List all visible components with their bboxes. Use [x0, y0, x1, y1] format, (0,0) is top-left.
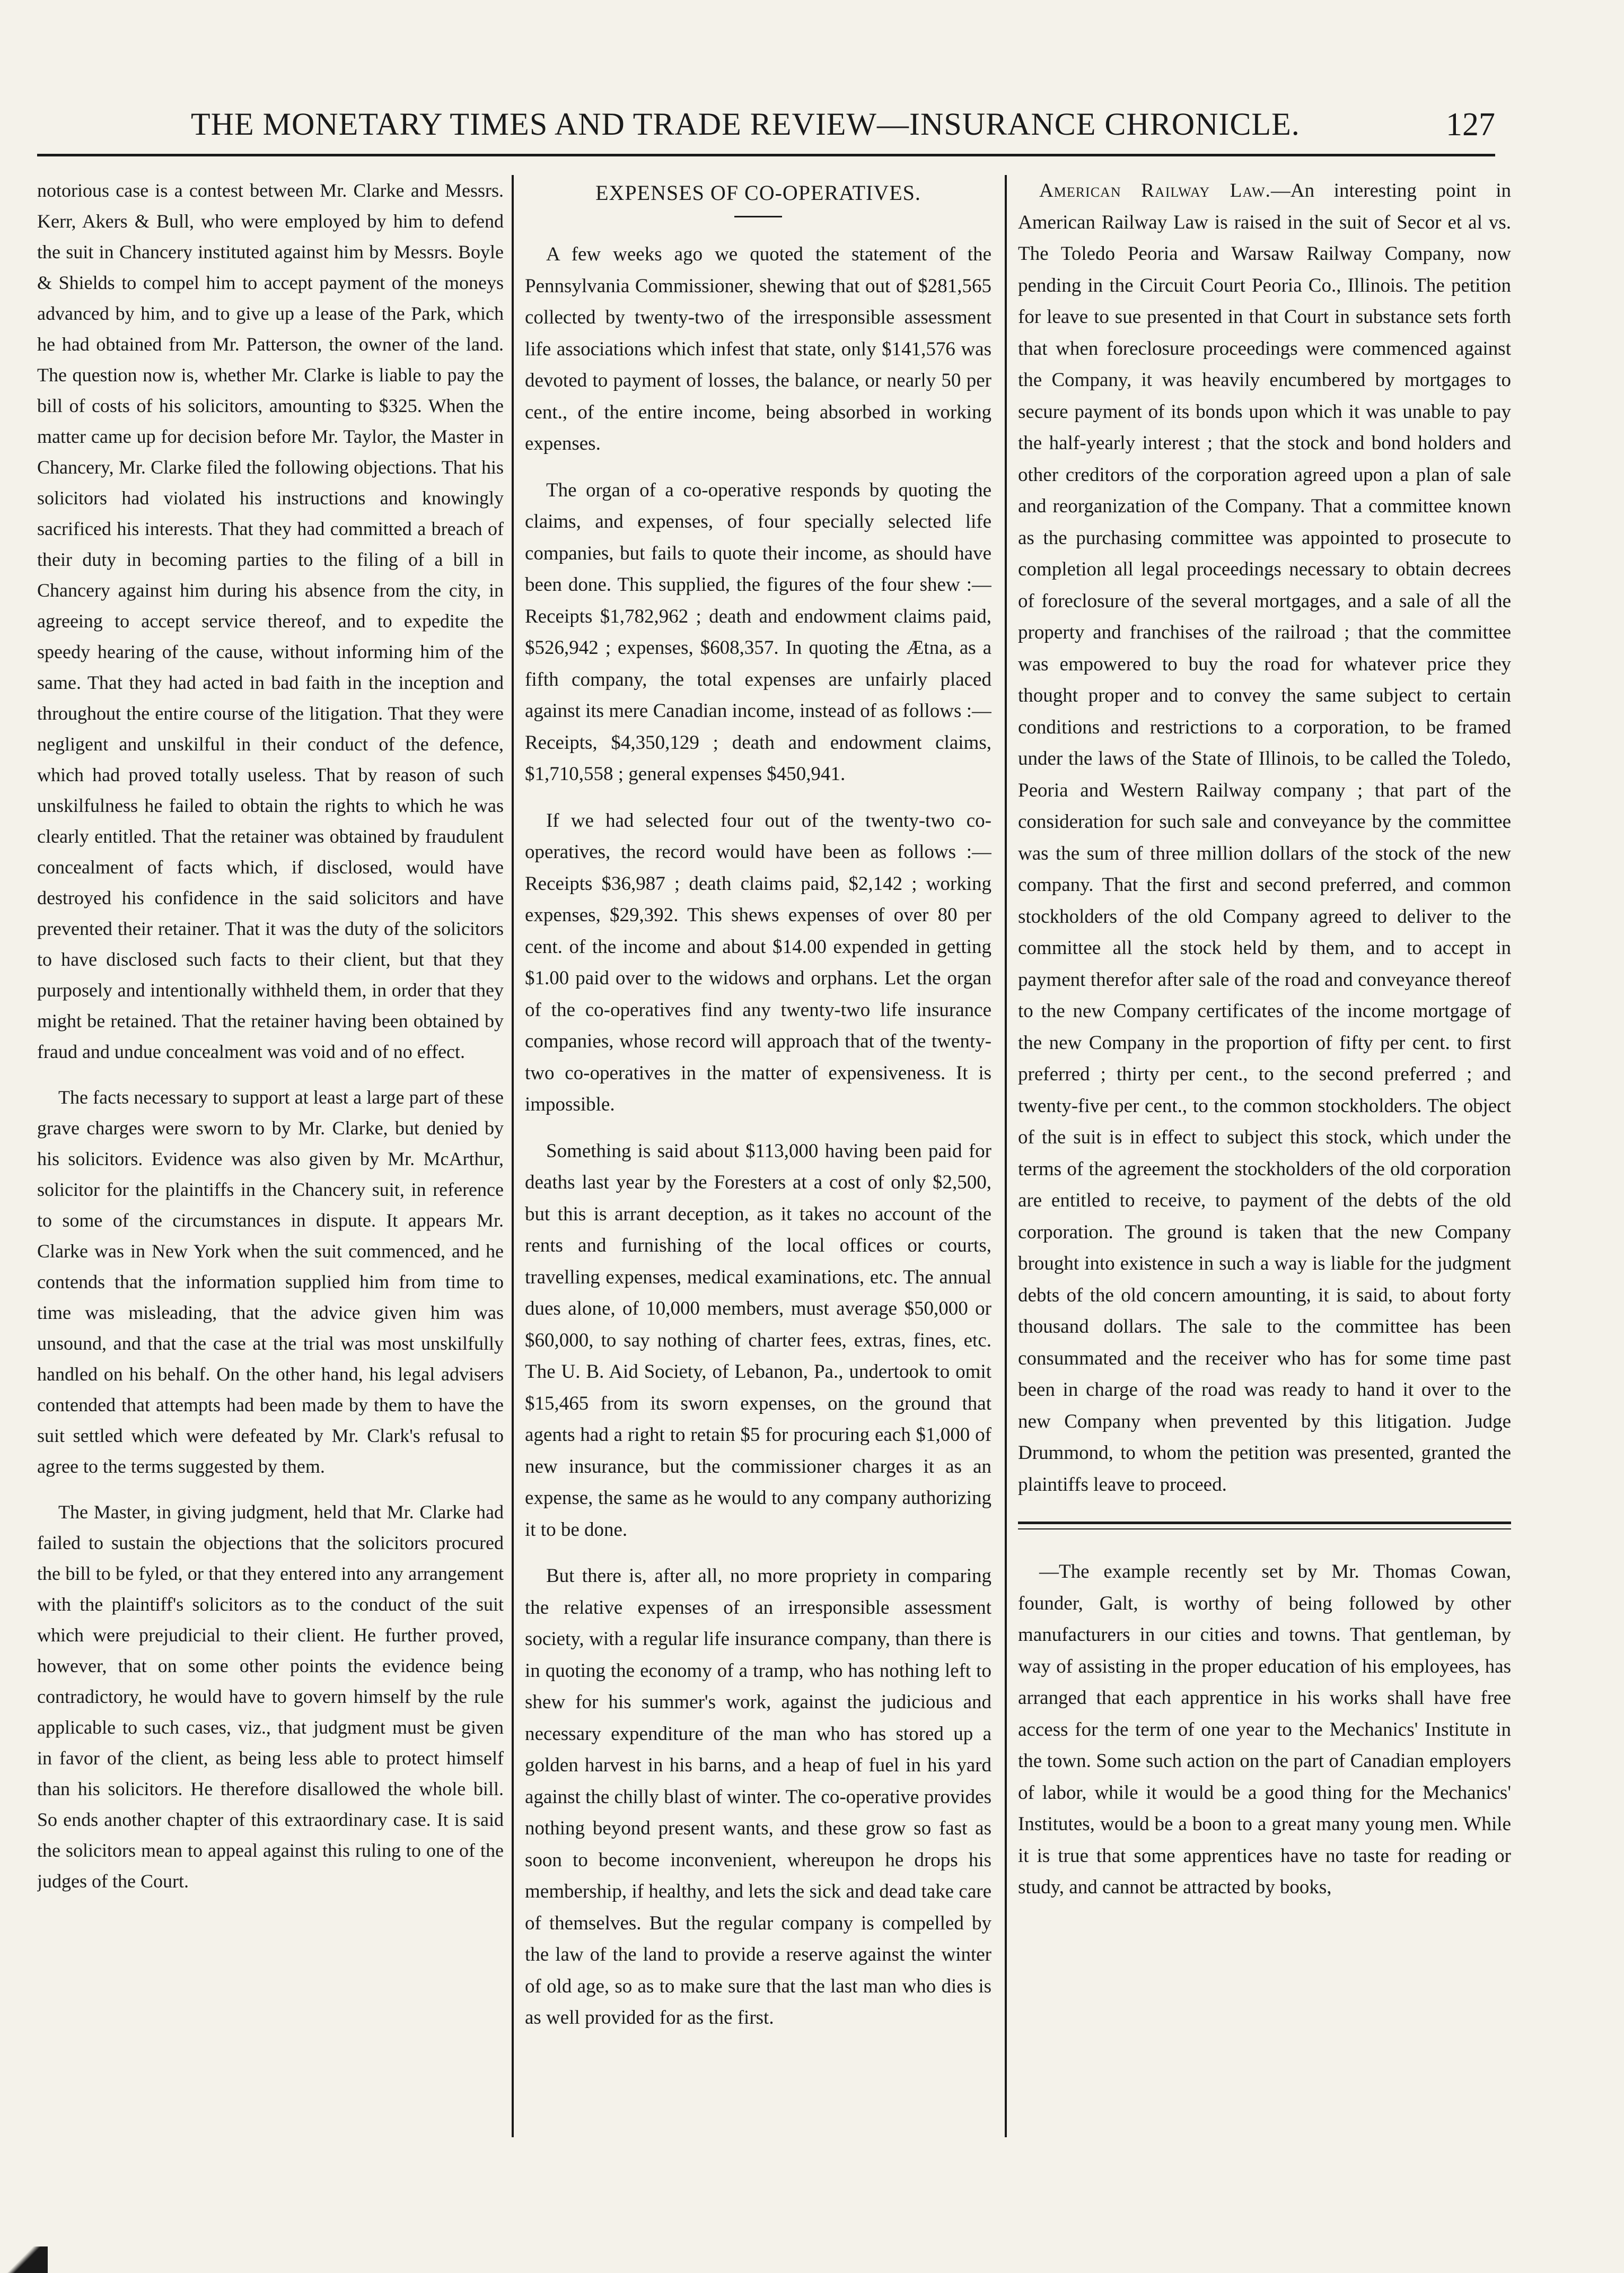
page-number: 127	[1446, 107, 1495, 143]
section-divider-thin	[1018, 1528, 1511, 1529]
page-header	[42, 106, 1495, 159]
article-paragraph	[1018, 175, 1511, 1500]
article-paragraph: The facts necessary to support at least a large part of these grave charges were sworn to by Mr. Clarke, but denied by his solicitors. Evidence was also given by Mr. McArthur, solicitor for the plaintiffs in the Chancery suit, in reference to some of the circumstances in dispute. It appears Mr. Clarke was in New York when the suit commenced, and he contends that the information supplied him from time to time was misleading, that the advice given him was unsound, and that the case at the trial was most unskilfully handled on his behalf. On the other hand, his legal advisers contended that attempts had been made by them to have the suit settled which were defeated by Mr. Clark's refusal to agree to the terms suggested by them.	[37, 1087, 504, 1477]
article-paragraph: The Master, in giving judgment, held that Mr. Clarke had failed to sustain the objections that the solicitors procured the bill to be fyled, or that they entered into any arrangement with the plaintiff's solicitors as to the conduct of the suit which were prejudicial to their client. He further proved, however, that on some other points the evidence being contradictory, he would have to govern himself by the rule applicable to such cases, viz., that judgment must be given in favor of the client, as being less able to protect himself than his solicitors. He therefore disallowed the whole bill. So ends another chapter of this extraordinary case. It is said the solicitors mean to appeal against this ruling to one of the judges of the Court.	[37, 1501, 504, 1892]
column-left	[37, 175, 504, 2158]
article-body: —An interesting point in American Railway Law is raised in the suit of Secor et al vs. The Toledo Peoria and Warsaw Railway Company, now pending in the Circuit Court Peoria Co., Illinois. The petition for leave to sue presented in that Court in substance sets forth that when foreclosure proceedings were commenced against the Company, it was heavily encumbered by mortgages to secure payment of its bonds upon which it was unable to pay the half-yearly interest ; that the stock and bond holders and other creditors of the corporation agreed upon a plan of sale and reorganization of the Company. That a committee known as the purchasing committee was appointed to prosecute to completion all legal proceedings necessary to obtain decrees of foreclosure of the several mortgages, and a sale of all the property and franchises of the railroad ; that the committee was empowered to buy the road for whatever price they thought proper and to convey the same subject to certain conditions and restrictions to a corporation, to be framed under the laws of the State of Illinois, to be called the Toledo, Peoria and Western Railway company ; that part of the consideration for such sale and conveyance by the committee was the sum of three million dollars of the stock of the new company. That the first and second preferred, and common stockholders of the old Company agreed to deliver to the committee all the stock held by them, and to accept in payment therefor after sale of the road and conveyance thereof to the new Company certificates of the income mortgage of the new Company in the proportion of fifty per cent. to first preferred ; thirty per cent., to the second preferred ; and twenty-five per cent., to the common stockholders. The object of the suit is in effect to subject this stock, which under the terms of the agreement the stockholders of the old corporation are entitled to receive, to payment of the debts of the old corporation. The ground is taken that the new Company brought into existence in such a way is liable for the judgment debts of the old concern amounting, it is said, to about forty thousand dollars. The sale to the committee has been consummated and the receiver who has for some time past been in charge of the road was ready to hand it over to the new Company when prevented by this litigation. Judge Drummond, to whom the petition was presented, granted the plaintiffs leave to proceed.	[1018, 180, 1511, 1496]
column-divider-right	[1005, 175, 1007, 2137]
title-rule	[734, 216, 782, 217]
column-right	[1018, 175, 1511, 2158]
article-paragraph: If we had selected four out of the twenty-two co-operatives, the record would have been as follows :—Receipts $36,987 ; death claims paid, $2,142 ; working expenses, $29,392. This shews expenses of over 80 per cent. of the income and about $14.00 expended in getting $1.00 paid over to the widows and orphans. Let the organ of the co-operatives find any twenty-two life insurance companies, whose record will approach that of the twenty-two co-operatives in the matter of expensiveness. It is impossible.	[525, 809, 991, 1115]
publication-title: THE MONETARY TIMES AND TRADE REVIEW—INSURANCE CHRONICLE.	[191, 107, 1300, 142]
article-paragraph: But there is, after all, no more propriety in comparing the relative expenses of an irresponsible assessment society, with a regular life insurance company, than there is in quoting the economy of a tramp, who has nothing left to shew for his summer's work, against the judicious and necessary expenditure of the man who has stored up a golden harvest in his barns, and a heap of fuel in his yard against the chilly blast of winter. The co-operative provides nothing beyond present wants, and these grow so fast as soon to become inconvenient, whereupon he drops his membership, if healthy, and lets the sick and dead take care of themselves. But the regular company is compelled by the law of the land to provide a reserve against the winter of old age, so as to make sure that the last man who dies is as well provided for as the first.	[525, 1565, 991, 2029]
article-paragraph: —The example recently set by Mr. Thomas Cowan, founder, Galt, is worthy of being followed by other manufacturers in our cities and towns. That gentleman, by way of assisting in the proper education of his employees, has arranged that each apprentice in his works shall have free access for the term of one year to the Mechanics' Institute in the town. Some such action on the part of Canadian employers of labor, while it would be a good thing for the Mechanics' Institutes, would be a boon to a great many young men. While it is true that some apprentices have no taste for reading or study, and cannot be attracted by books,	[1018, 1561, 1511, 1898]
section-divider	[1018, 1522, 1511, 1524]
article-paragraph: notorious case is a contest between Mr. Clarke and Messrs. Kerr, Akers & Bull, who were employed by him to defend the suit in Chancery instituted against him by Messrs. Boyle & Shields to compel him to accept payment of the moneys advanced by him, and to give up a lease of the Park, which he had obtained from Mr. Patterson, the owner of the land. The question now is, whether Mr. Clarke is liable to pay the bill of costs of his solicitors, amounting to $325. When the matter came up for decision before Mr. Taylor, the Master in Chancery, Mr. Clarke filed the following objections. That his solicitors had violated his instructions and knowingly sacrificed his interests. That they had committed a breach of their duty in becoming parties to the filing of a bill in Chancery against him during his absence from the city, in agreeing to accept service thereof, and to expedite the speedy hearing of the cause, without informing him of the same. That they had acted in bad faith in the inception and throughout the entire course of the litigation. That they were negligent and unskilful in their conduct of the defence, which had proved totally useless. That by reason of such unskilfulness he failed to obtain the rights to which he was clearly entitled. That the retainer was obtained by fraudulent concealment of facts which, if disclosed, would have destroyed his confidence in the said solicitors and have prevented their retainer. That it was the duty of the solicitors to have disclosed such facts to their client, but that they purposely and intentionally withheld them, in order that they might be retained. That the retainer having been obtained by fraud and undue concealment was void and of no effect.	[37, 180, 504, 1062]
article-lead-in: American Railway Law.	[1039, 180, 1271, 202]
column-divider-left	[512, 175, 514, 2137]
header-rule	[37, 154, 1495, 156]
article-paragraph: The organ of a co-operative responds by quoting the claims, and expenses, of four specially selected life companies, but fails to quote their income, as should have been done. This supplied, the figures of the four shew :—Receipts $1,782,962 ; death and endowment claims paid, $526,942 ; expenses, $608,357. In quoting the Ætna, as a fifth company, the total expenses are unfairly placed against its mere Canadian income, instead of as follows :—Receipts, $4,350,129 ; death and endowment claims, $1,710,558 ; general expenses $450,941.	[525, 479, 991, 785]
column-middle	[525, 175, 991, 2158]
article-paragraph: Something is said about $113,000 having been paid for deaths last year by the Foresters at a cost of only $2,500, but this is arrant deception, as it takes no account of the rents and furnishing of the local offices or courts, travelling expenses, medical examinations, etc. The annual dues alone, of 10,000 members, must average $50,000 or $60,000, to say nothing of charter fees, extras, fines, etc. The U. B. Aid Society, of Lebanon, Pa., undertook to omit $15,465 from its sworn expenses, on the ground that agents had a right to retain $5 for procuring each $1,000 of new insurance, but the commissioner charges it as an expense, the same as he would to any company authorizing it to be done.	[525, 1140, 991, 1541]
article-paragraph: A few weeks ago we quoted the statement of the Pennsylvania Commissioner, shewing that out of $281,565 collected by twenty-two of the irresponsible assessment life associations which infest that state, only $141,576 was devoted to payment of losses, the balance, or nearly 50 per cent., of the entire income, being absorbed in working expenses.	[525, 243, 991, 454]
article-title: EXPENSES OF CO-OPERATIVES.	[595, 181, 921, 205]
page-corner-mark	[0, 2246, 48, 2273]
